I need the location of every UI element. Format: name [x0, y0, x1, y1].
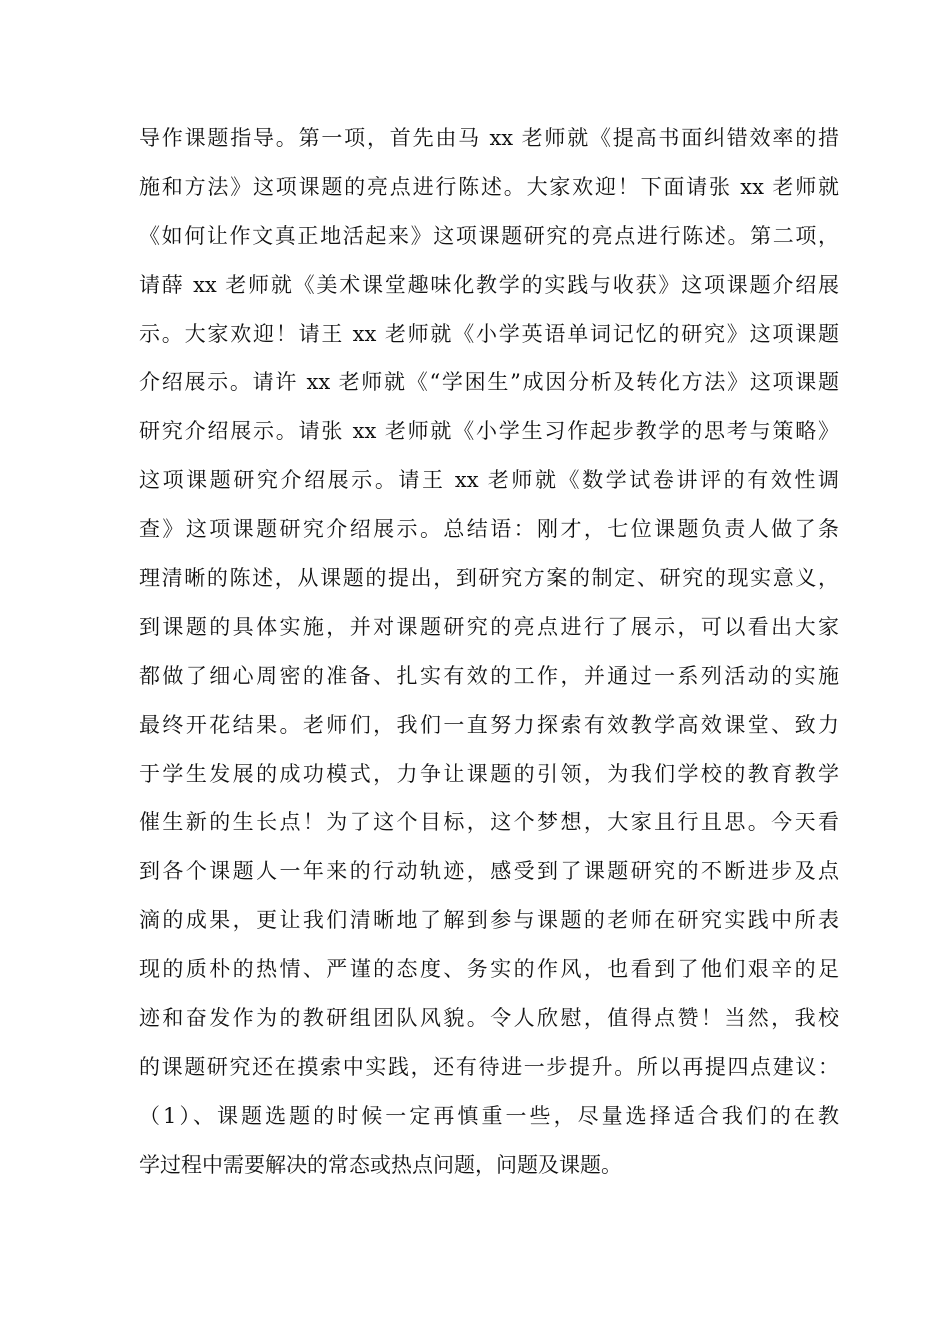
text-line: 催生新的生长点！为了这个目标，这个梦想，大家且行且思。今天看: [139, 810, 839, 835]
text-line: 迹和奋发作为的教研组团队风貌。令人欣慰，值得点赞！当然，我校: [139, 1006, 839, 1031]
text-line: （1）、课题选题的时候一定再慎重一些，尽量选择适合我们的在教: [139, 1103, 839, 1128]
text-line: 滴的成果，更让我们清晰地了解到参与课题的老师在研究实践中所表: [139, 908, 839, 933]
text-line: 介绍展示。请许 xx 老师就《“学困生”成因分析及转化方法》这项课题: [139, 370, 839, 395]
text-line: 理清晰的陈述，从课题的提出，到研究方案的制定、研究的现实意义，: [139, 566, 839, 591]
text-line: 到课题的具体实施，并对课题研究的亮点进行了展示，可以看出大家: [139, 614, 839, 639]
text-line: 的课题研究还在摸索中实践，还有待进一步提升。所以再提四点建议：: [139, 1054, 839, 1079]
text-line: 请薛 xx 老师就《美术课堂趣味化教学的实践与收获》这项课题介绍展: [139, 272, 839, 297]
text-line: 导作课题指导。第一项，首先由马 xx 老师就《提高书面纠错效率的措: [139, 126, 839, 150]
body-text: [139, 114, 839, 1190]
text-line: 现的质朴的热情、严谨的态度、务实的作风，也看到了他们艰辛的足: [139, 957, 839, 982]
text-line: 这项课题研究介绍展示。请王 xx 老师就《数学试卷讲评的有效性调: [139, 468, 839, 493]
text-line-last: 学过程中需要解决的常态或热点问题，问题及课题。: [139, 1152, 622, 1177]
text-line: 于学生发展的成功模式，力争让课题的引领，为我们学校的教育教学: [139, 761, 839, 786]
text-line: 示。大家欢迎！请王 xx 老师就《小学英语单词记忆的研究》这项课题: [139, 321, 839, 346]
text-line: 查》这项课题研究介绍展示。总结语：刚才，七位课题负责人做了条: [139, 517, 839, 542]
text-line: 到各个课题人一年来的行动轨迹，感受到了课题研究的不断进步及点: [139, 859, 839, 884]
text-line: 研究介绍展示。请张 xx 老师就《小学生习作起步教学的思考与策略》: [139, 419, 839, 444]
text-line: 施和方法》这项课题的亮点进行陈述。大家欢迎！下面请张 xx 老师就: [139, 174, 839, 199]
text-line: 《如何让作文真正地活起来》这项课题研究的亮点进行陈述。第二项，: [139, 223, 839, 248]
text-line: 最终开花结果。老师们，我们一直努力探索有效教学高效课堂、致力: [139, 712, 839, 737]
text-line: 都做了细心周密的准备、扎实有效的工作，并通过一系列活动的实施: [139, 663, 839, 688]
